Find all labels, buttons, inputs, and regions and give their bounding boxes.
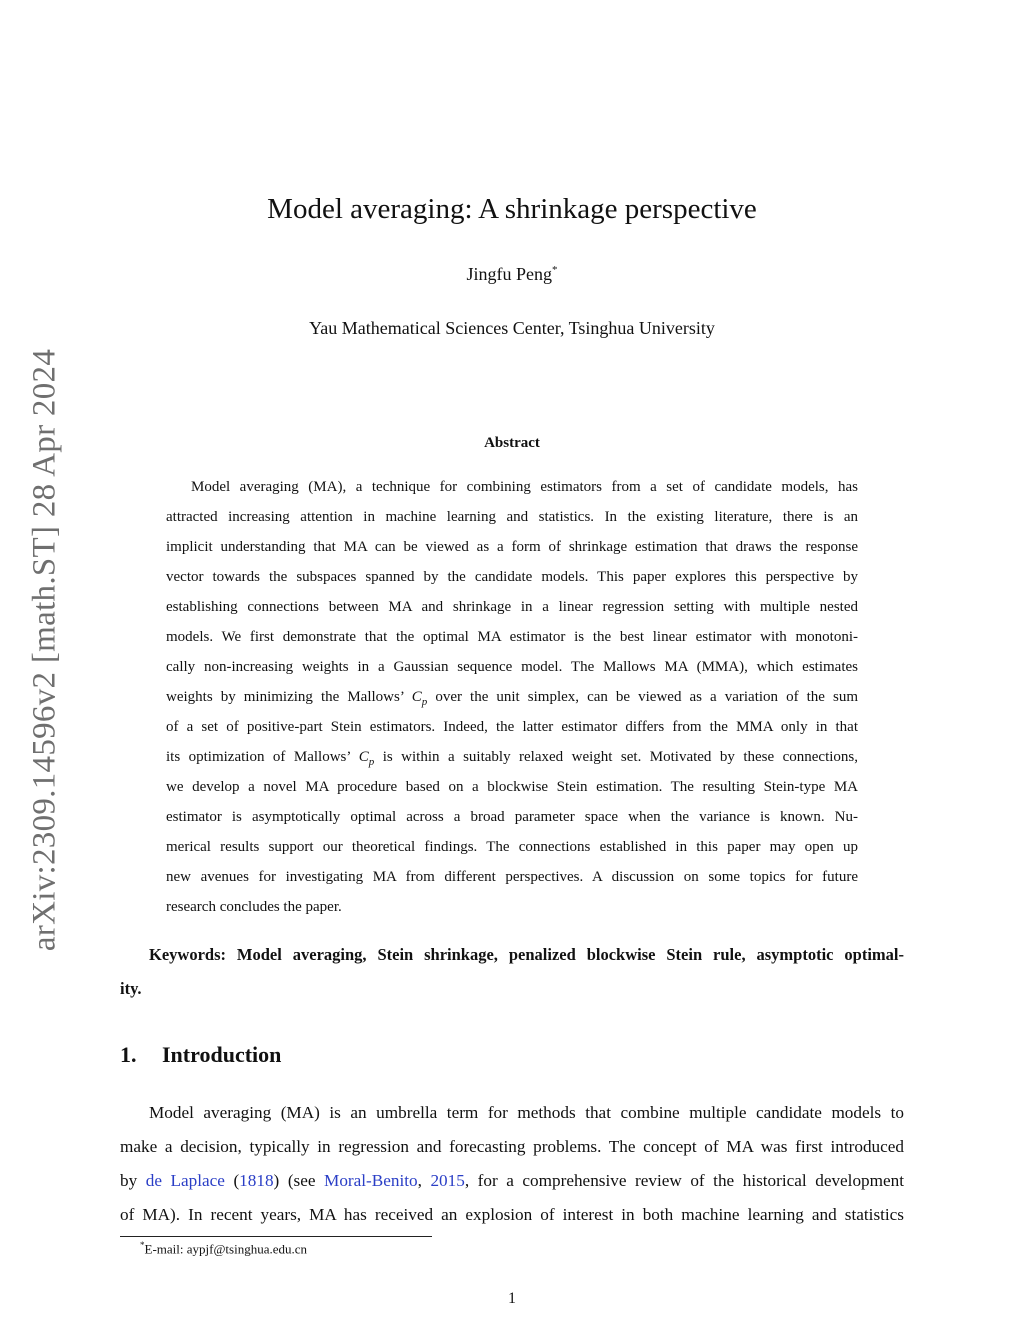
abstract-line: new avenues for investigating MA from different perspectives. A discussion on some topics for future	[166, 869, 858, 885]
keywords-line: ity.	[120, 979, 142, 998]
intro-text: , for a comprehensive review of the historical development	[464, 1171, 905, 1190]
citation-link-1818[interactable]: 1818	[239, 1171, 274, 1190]
author-line	[0, 264, 1024, 285]
abstract-line: estimator is asymptotically optimal across a broad parameter space when the variance is known. Nu-	[166, 809, 858, 825]
abstract-text: over the unit simplex, can be viewed as a variation of the sum	[435, 689, 858, 705]
intro-text: ,	[417, 1171, 422, 1190]
arxiv-identifier-stamp: arXiv:2309.14596v2 [math.ST] 28 Apr 2024	[26, 348, 63, 952]
citation-link-de-laplace[interactable]: de Laplace	[145, 1171, 225, 1190]
abstract-line	[166, 742, 858, 772]
section-title: Introduction	[162, 1042, 282, 1067]
footnote-mark: *	[140, 1240, 145, 1250]
abstract-line: Model averaging (MA), a technique for combining estimators from a set of candidate models, has	[191, 479, 858, 495]
mallows-cp-symbol: $C_p$	[411, 689, 428, 708]
abstract-line: research concludes the paper.	[166, 899, 342, 915]
intro-line: make a decision, typically in regression and forecasting problems. The concept of MA was first introduced	[120, 1137, 904, 1156]
abstract-line: we develop a novel MA procedure based on a blockwise Stein estimation. The resulting Stein-type MA	[166, 779, 858, 795]
author-name: Jingfu Peng	[466, 264, 552, 284]
abstract-line: vector towards the subspaces spanned by the candidate models. This paper explores this perspective by	[166, 569, 858, 585]
abstract-line: implicit understanding that MA can be viewed as a form of shrinkage estimation that draws the response	[166, 539, 858, 555]
abstract-line: models. We first demonstrate that the optimal MA estimator is the best linear estimator with monotoni-	[166, 629, 858, 645]
section-heading-introduction	[120, 1042, 281, 1068]
page-number: 1	[508, 1290, 516, 1307]
footnote-text: E-mail: aypjf@tsinghua.edu.cn	[144, 1241, 308, 1257]
author-footnote-mark: *	[552, 264, 558, 276]
abstract-line: merical results support our theoretical findings. The connections established in this paper may open up	[166, 839, 858, 855]
abstract-line: attracted increasing attention in machine learning and statistics. In the existing literature, there is an	[166, 509, 858, 525]
citation-link-2015[interactable]: 2015	[430, 1171, 465, 1190]
abstract-line: of a set of positive-part Stein estimators. Indeed, the latter estimator differs from the MMA only in that	[166, 719, 858, 735]
keywords-line: Keywords: Model averaging, Stein shrinkage, penalized blockwise Stein rule, asymptotic optimal-	[149, 945, 904, 964]
section-number: 1.	[120, 1042, 137, 1067]
abstract-heading: Abstract	[484, 435, 540, 451]
abstract-line: establishing connections between MA and shrinkage in a linear regression setting with multiple nested	[166, 599, 858, 615]
abstract-text: is within a suitably relaxed weight set. Motivated by these connections,	[382, 749, 859, 765]
footnote-divider	[120, 1236, 432, 1237]
citation-link-moral-benito[interactable]: Moral-Benito	[324, 1171, 418, 1190]
citation-year-group: (1818)	[233, 1171, 280, 1190]
footnote-email	[140, 1240, 307, 1257]
intro-line: of MA). In recent years, MA has received an explosion of interest in both machine learning and statistics	[120, 1205, 904, 1224]
abstract-body	[166, 472, 858, 922]
paper-title: Model averaging: A shrinkage perspective	[267, 193, 757, 225]
intro-text: by	[120, 1171, 138, 1190]
abstract-line	[166, 682, 858, 712]
abstract-text: weights by minimizing the Mallows’	[166, 689, 404, 705]
intro-text: (see	[287, 1171, 316, 1190]
abstract-line: cally non-increasing weights in a Gaussian sequence model. The Mallows MA (MMA), which estimates	[166, 659, 858, 675]
introduction-body	[120, 1096, 904, 1232]
intro-line	[120, 1164, 904, 1198]
intro-line: Model averaging (MA) is an umbrella term for methods that combine multiple candidate models to	[149, 1103, 904, 1122]
mallows-cp-symbol: $C_p$	[358, 749, 375, 768]
abstract-text: its optimization of Mallows’	[166, 749, 351, 765]
keywords-block	[120, 938, 904, 1006]
author-affiliation: Yau Mathematical Sciences Center, Tsinghua University	[309, 318, 715, 338]
